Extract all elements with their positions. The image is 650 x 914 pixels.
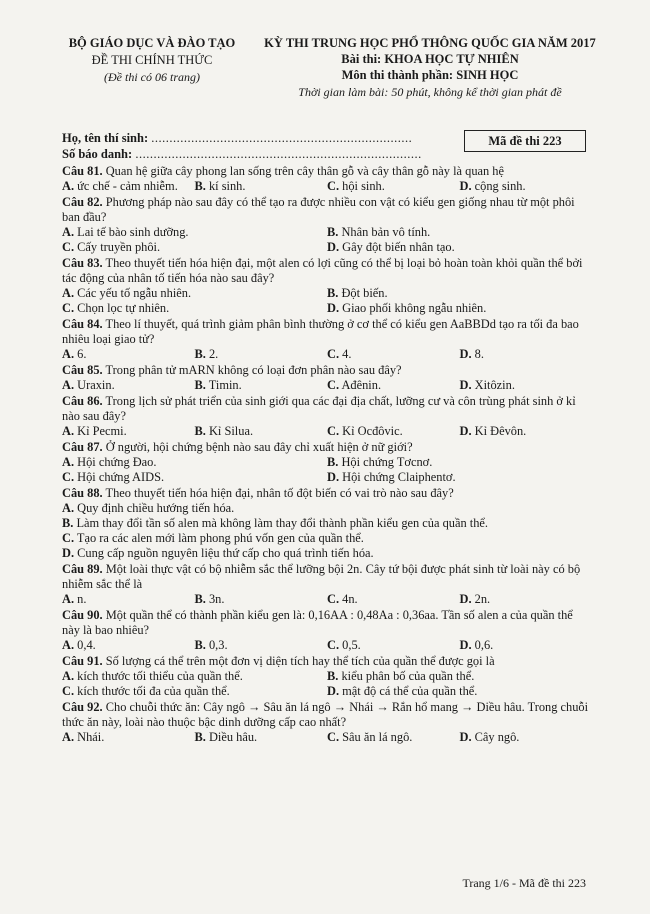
answer-option bbox=[195, 378, 328, 393]
question-number: Câu 91. bbox=[62, 654, 103, 668]
answer-option bbox=[327, 638, 460, 653]
option-letter: B. bbox=[194, 179, 206, 193]
answer-option bbox=[62, 592, 195, 607]
option-letter: A. bbox=[62, 378, 75, 392]
option-letter: A. bbox=[62, 592, 75, 606]
answer-option bbox=[195, 347, 328, 362]
option-text: 0,5. bbox=[342, 638, 361, 652]
option-letter: D. bbox=[459, 179, 472, 193]
answer-option bbox=[327, 378, 460, 393]
question-text: Ở người, hội chứng bệnh nào sau đây chỉ xuất hiện ở nữ giới? bbox=[105, 440, 413, 454]
option-letter: B. bbox=[194, 424, 206, 438]
question-item bbox=[62, 363, 592, 393]
option-letter: C. bbox=[62, 684, 75, 698]
question-number: Câu 92. bbox=[62, 700, 103, 714]
option-letter: A. bbox=[62, 501, 75, 515]
answer-option bbox=[62, 240, 327, 255]
option-text: Nhân bản vô tính. bbox=[341, 225, 431, 239]
option-letter: A. bbox=[62, 225, 75, 239]
answer-options bbox=[62, 378, 592, 393]
answer-option bbox=[460, 179, 593, 194]
question-stem bbox=[62, 394, 592, 424]
answer-option bbox=[62, 516, 592, 531]
option-text: Hội chứng Đao. bbox=[77, 455, 157, 469]
answer-options bbox=[62, 455, 592, 485]
question-text: Cho chuỗi thức ăn: Cây ngô → Sâu ăn lá ngô → Nhái → Rắn hổ mang → Diều hâu. Trong chuỗi thức ăn này, loài nào thuộc bậc dinh dưỡng cấp cao nhất? bbox=[62, 700, 589, 729]
option-text: Làm thay đổi tần số alen mà không làm thay đổi thành phần kiểu gen của quần thể. bbox=[76, 516, 489, 530]
option-letter: B. bbox=[194, 347, 206, 361]
page-footer: Trang 1/6 - Mã đề thi 223 bbox=[462, 876, 586, 890]
option-letter: D. bbox=[459, 347, 472, 361]
option-text: ức chế - cảm nhiễm. bbox=[77, 179, 178, 193]
question-stem bbox=[62, 700, 592, 730]
time-note: Thời gian làm bài: 50 phút, không kể thời gian phát đề bbox=[298, 85, 562, 99]
option-letter: A. bbox=[62, 730, 75, 744]
option-letter: D. bbox=[459, 424, 472, 438]
question-number: Câu 86. bbox=[62, 394, 103, 408]
question-item bbox=[62, 562, 592, 607]
candidate-info bbox=[62, 130, 422, 162]
answer-option bbox=[62, 225, 327, 240]
option-text: Nhái. bbox=[77, 730, 105, 744]
exam-code-box: Mã đề thi 223 bbox=[464, 130, 586, 152]
answer-option bbox=[460, 730, 593, 745]
option-letter: C. bbox=[327, 424, 340, 438]
answer-options bbox=[62, 501, 592, 561]
answer-option bbox=[327, 684, 592, 699]
exam-header bbox=[255, 36, 605, 100]
option-text: kích thước tối đa của quần thể. bbox=[77, 684, 230, 698]
answer-option bbox=[62, 179, 195, 194]
option-text: kiểu phân bố của quần thể. bbox=[341, 669, 475, 683]
answer-option bbox=[62, 531, 592, 546]
option-letter: C. bbox=[62, 240, 75, 254]
option-letter: D. bbox=[327, 301, 340, 315]
question-list bbox=[62, 164, 592, 746]
candidate-name-dots: ........................................................................ bbox=[151, 131, 413, 145]
option-letter: A. bbox=[62, 424, 75, 438]
option-text: Lai tế bào sinh dưỡng. bbox=[77, 225, 189, 239]
option-letter: C. bbox=[327, 730, 340, 744]
answer-option bbox=[460, 378, 593, 393]
option-text: Đột biến. bbox=[341, 286, 388, 300]
question-number: Câu 87. bbox=[62, 440, 103, 454]
answer-option bbox=[62, 301, 327, 316]
answer-option bbox=[460, 638, 593, 653]
answer-option bbox=[460, 424, 593, 439]
option-text: Gây đột biến nhân tạo. bbox=[342, 240, 455, 254]
option-text: Cấy truyền phôi. bbox=[77, 240, 161, 254]
answer-options bbox=[62, 669, 592, 699]
option-letter: B. bbox=[327, 669, 339, 683]
option-text: kích thước tối thiểu của quần thể. bbox=[77, 669, 243, 683]
question-number: Câu 82. bbox=[62, 195, 103, 209]
option-letter: D. bbox=[327, 470, 340, 484]
question-item bbox=[62, 164, 592, 194]
answer-option bbox=[62, 546, 592, 561]
question-item bbox=[62, 440, 592, 485]
candidate-id-dots: ............................................................................... bbox=[135, 147, 422, 161]
option-letter: B. bbox=[194, 730, 206, 744]
option-letter: A. bbox=[62, 669, 75, 683]
ministry-name: BỘ GIÁO DỤC VÀ ĐÀO TẠO bbox=[68, 36, 236, 50]
question-text: Theo thuyết tiến hóa hiện đại, nhân tố đột biến có vai trò nào sau đây? bbox=[105, 486, 454, 500]
option-letter: B. bbox=[327, 225, 339, 239]
question-number: Câu 85. bbox=[62, 363, 103, 377]
option-letter: C. bbox=[327, 592, 340, 606]
option-text: Cây ngô. bbox=[474, 730, 520, 744]
option-letter: C. bbox=[327, 638, 340, 652]
option-text: hội sinh. bbox=[342, 179, 385, 193]
question-stem bbox=[62, 440, 592, 455]
option-text: 4. bbox=[342, 347, 352, 361]
answer-options bbox=[62, 286, 592, 316]
answer-option bbox=[62, 501, 592, 516]
option-letter: C. bbox=[327, 378, 340, 392]
question-text: Quan hệ giữa cây phong lan sống trên cây thân gỗ và cây thân gỗ này là quan hệ bbox=[105, 164, 505, 178]
option-letter: D. bbox=[459, 638, 472, 652]
question-number: Câu 89. bbox=[62, 562, 103, 576]
question-stem bbox=[62, 486, 592, 501]
answer-option bbox=[195, 638, 328, 653]
question-number: Câu 83. bbox=[62, 256, 103, 270]
answer-option bbox=[327, 592, 460, 607]
option-letter: D. bbox=[459, 592, 472, 606]
answer-option bbox=[62, 347, 195, 362]
answer-option bbox=[62, 669, 327, 684]
option-text: 6. bbox=[77, 347, 87, 361]
option-text: Hội chứng AIDS. bbox=[77, 470, 165, 484]
question-stem bbox=[62, 608, 592, 638]
option-text: Giao phối không ngẫu nhiên. bbox=[342, 301, 487, 315]
question-item bbox=[62, 486, 592, 561]
option-text: Tạo ra các alen mới làm phong phú vốn gen của quần thể. bbox=[76, 531, 364, 545]
option-letter: B. bbox=[327, 455, 339, 469]
option-text: Kỉ Ocđôvic. bbox=[342, 424, 403, 438]
answer-option bbox=[327, 470, 592, 485]
option-letter: D. bbox=[459, 730, 472, 744]
option-letter: B. bbox=[194, 592, 206, 606]
option-letter: A. bbox=[62, 455, 75, 469]
answer-options bbox=[62, 592, 592, 607]
answer-option bbox=[327, 424, 460, 439]
option-letter: B. bbox=[194, 638, 206, 652]
option-letter: C. bbox=[327, 347, 340, 361]
answer-option bbox=[327, 301, 592, 316]
question-stem bbox=[62, 164, 592, 179]
question-number: Câu 81. bbox=[62, 164, 103, 178]
answer-option bbox=[62, 638, 195, 653]
answer-option bbox=[327, 730, 460, 745]
answer-option bbox=[327, 286, 592, 301]
answer-option bbox=[195, 179, 328, 194]
answer-option bbox=[62, 455, 327, 470]
answer-options bbox=[62, 347, 592, 362]
option-text: Sâu ăn lá ngô. bbox=[342, 730, 413, 744]
answer-option bbox=[327, 669, 592, 684]
answer-option bbox=[62, 470, 327, 485]
option-letter: A. bbox=[62, 179, 75, 193]
question-text: Trong phân tử mARN không có loại đơn phân nào sau đây? bbox=[105, 363, 402, 377]
option-letter: C. bbox=[62, 301, 75, 315]
option-text: Hội chứng Tơcnơ. bbox=[341, 455, 433, 469]
answer-options bbox=[62, 179, 592, 194]
question-stem bbox=[62, 654, 592, 669]
official-label: ĐỀ THI CHÍNH THỨC bbox=[91, 53, 213, 67]
option-text: Kỉ Silua. bbox=[208, 424, 254, 438]
question-stem bbox=[62, 256, 592, 286]
question-text: Một quần thể có thành phần kiểu gen là: 0,16AA : 0,48Aa : 0,36aa. Tần số alen a của quần thể này là bao nhiêu? bbox=[62, 608, 573, 637]
question-stem bbox=[62, 562, 592, 592]
question-text: Theo thuyết tiến hóa hiện đại, một alen có lợi cũng có thể bị loại bỏ hoàn toàn khỏi quần thể bởi tác động của nhân tố tiến hóa nào sau đây? bbox=[62, 256, 583, 285]
option-letter: A. bbox=[62, 286, 75, 300]
option-text: kí sinh. bbox=[208, 179, 246, 193]
option-text: Uraxin. bbox=[77, 378, 115, 392]
answer-option bbox=[62, 684, 327, 699]
option-letter: C. bbox=[62, 531, 75, 545]
question-text: Số lượng cá thể trên một đơn vị diện tích hay thể tích của quần thể được gọi là bbox=[105, 654, 495, 668]
option-text: n. bbox=[77, 592, 87, 606]
option-text: Hội chứng Claiphentơ. bbox=[342, 470, 456, 484]
question-text: Theo lí thuyết, quá trình giảm phân bình thường ở cơ thể có kiểu gen AaBBDd tạo ra tối đa bao nhiêu loại giao tử? bbox=[62, 317, 579, 346]
question-item bbox=[62, 700, 592, 745]
answer-option bbox=[195, 730, 328, 745]
option-text: cộng sinh. bbox=[474, 179, 526, 193]
option-text: 3n. bbox=[208, 592, 225, 606]
question-item bbox=[62, 654, 592, 699]
question-number: Câu 90. bbox=[62, 608, 103, 622]
option-text: Ađênin. bbox=[341, 378, 382, 392]
option-letter: C. bbox=[327, 179, 340, 193]
option-letter: D. bbox=[459, 378, 472, 392]
option-text: 4n. bbox=[342, 592, 358, 606]
option-text: 8. bbox=[474, 347, 484, 361]
paper-title: Bài thi: KHOA HỌC TỰ NHIÊN bbox=[341, 52, 519, 66]
answer-option bbox=[62, 424, 195, 439]
candidate-name-row bbox=[62, 130, 422, 146]
option-text: Kỉ Đêvôn. bbox=[474, 424, 527, 438]
answer-option bbox=[460, 592, 593, 607]
answer-option bbox=[62, 730, 195, 745]
answer-options bbox=[62, 225, 592, 255]
option-letter: D. bbox=[327, 684, 340, 698]
option-text: 2n. bbox=[474, 592, 491, 606]
option-text: 0,6. bbox=[474, 638, 494, 652]
option-letter: C. bbox=[62, 470, 75, 484]
candidate-name-label: Họ, tên thí sinh: bbox=[62, 131, 149, 145]
question-item bbox=[62, 394, 592, 439]
option-text: 0,4. bbox=[77, 638, 96, 652]
question-stem bbox=[62, 317, 592, 347]
answer-option bbox=[62, 286, 327, 301]
answer-option bbox=[327, 240, 592, 255]
option-text: Chọn lọc tự nhiên. bbox=[77, 301, 170, 315]
answer-option bbox=[195, 592, 328, 607]
answer-option bbox=[460, 347, 593, 362]
option-letter: A. bbox=[62, 347, 75, 361]
question-number: Câu 84. bbox=[62, 317, 103, 331]
answer-options bbox=[62, 424, 592, 439]
question-stem bbox=[62, 363, 592, 378]
option-letter: B. bbox=[327, 286, 339, 300]
option-text: Diều hâu. bbox=[208, 730, 258, 744]
answer-option bbox=[195, 424, 328, 439]
question-text: Phương pháp nào sau đây có thể tạo ra được nhiều con vật có kiểu gen giống nhau từ một phôi ban đầu? bbox=[62, 195, 575, 224]
answer-option bbox=[327, 179, 460, 194]
answer-option bbox=[327, 347, 460, 362]
option-letter: A. bbox=[62, 638, 75, 652]
option-text: Xitôzin. bbox=[474, 378, 515, 392]
option-letter: B. bbox=[194, 378, 206, 392]
question-item bbox=[62, 608, 592, 653]
option-text: 2. bbox=[208, 347, 219, 361]
pages-note: (Đề thi có 06 trang) bbox=[104, 70, 200, 84]
option-text: Cung cấp nguồn nguyên liệu thứ cấp cho quá trình tiến hóa. bbox=[77, 546, 374, 560]
question-number: Câu 88. bbox=[62, 486, 103, 500]
option-text: Kỉ Pecmi. bbox=[77, 424, 127, 438]
option-text: Quy định chiều hướng tiến hóa. bbox=[77, 501, 235, 515]
component-title: Môn thi thành phần: SINH HỌC bbox=[341, 68, 519, 82]
option-text: Các yếu tố ngẫu nhiên. bbox=[77, 286, 192, 300]
option-text: mật độ cá thể của quần thể. bbox=[342, 684, 478, 698]
option-letter: B. bbox=[62, 516, 74, 530]
question-item bbox=[62, 317, 592, 362]
question-item bbox=[62, 195, 592, 255]
answer-option bbox=[327, 455, 592, 470]
question-text: Một loài thực vật có bộ nhiễm sắc thể lưỡng bội 2n. Cây tứ bội được phát sinh từ loài này có bộ nhiễm sắc thể là bbox=[62, 562, 581, 591]
answer-options bbox=[62, 638, 592, 653]
candidate-id-row bbox=[62, 146, 422, 162]
question-stem bbox=[62, 195, 592, 225]
option-letter: D. bbox=[62, 546, 75, 560]
answer-options bbox=[62, 730, 592, 745]
question-text: Trong lịch sử phát triển của sinh giới qua các đại địa chất, lưỡng cư và côn trùng phát sinh ở kỉ nào sau đây? bbox=[62, 394, 576, 423]
option-letter: D. bbox=[327, 240, 340, 254]
answer-option bbox=[327, 225, 592, 240]
option-text: Timin. bbox=[208, 378, 242, 392]
candidate-id-label: Số báo danh: bbox=[62, 147, 133, 161]
option-text: 0,3. bbox=[208, 638, 228, 652]
question-item bbox=[62, 256, 592, 316]
exam-title: KỲ THI TRUNG HỌC PHỔ THÔNG QUỐC GIA NĂM 2017 bbox=[264, 36, 596, 50]
answer-option bbox=[62, 378, 195, 393]
ministry-header bbox=[52, 36, 252, 85]
